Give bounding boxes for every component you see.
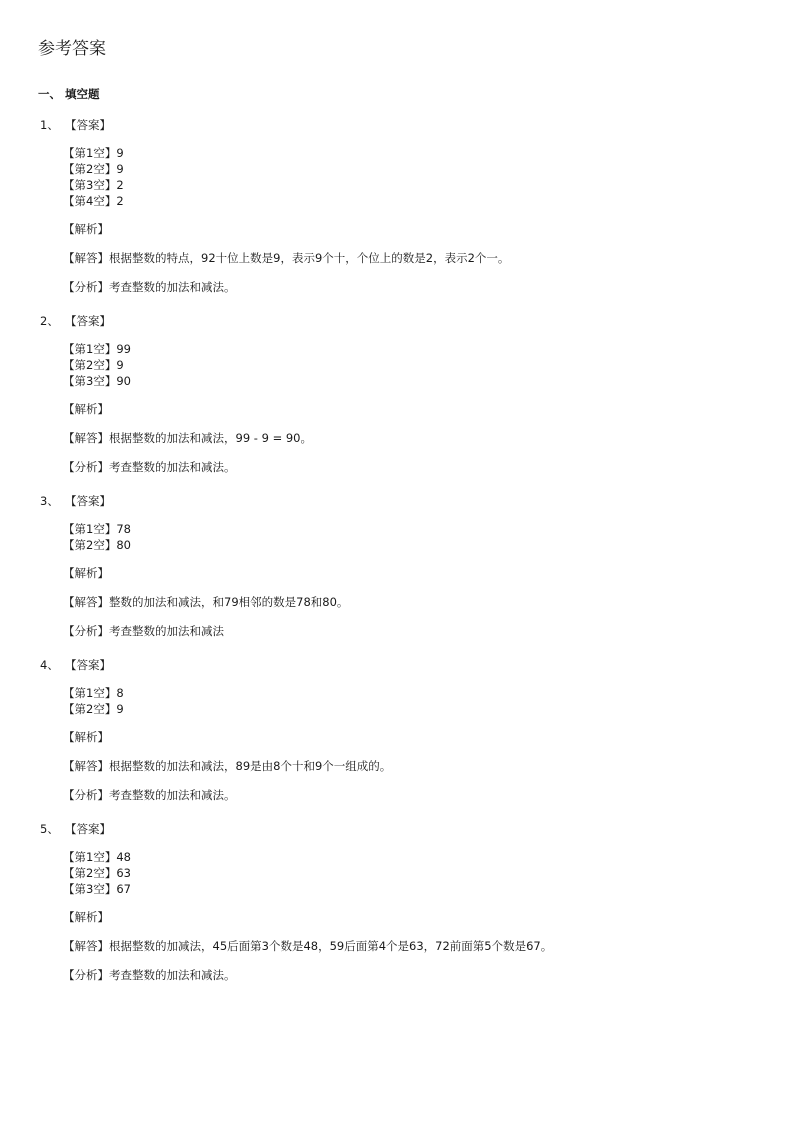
question-header	[40, 117, 111, 133]
solution-text: 【解答】根据整数的加法和减法，89是由8个十和9个一组成的。	[63, 759, 392, 773]
answer-blanks	[63, 521, 131, 553]
answer-blank: 【第2空】9	[63, 162, 124, 176]
analysis-label: 【解析】	[63, 910, 109, 924]
answer-blank: 【第1空】48	[63, 850, 131, 864]
answer-blank: 【第4空】2	[63, 194, 124, 208]
answer-blanks	[63, 145, 124, 209]
answer-blank: 【第1空】8	[63, 686, 124, 700]
question-number: 3、	[40, 494, 59, 508]
answer-blank: 【第3空】67	[63, 882, 131, 896]
solution-text: 【解答】根据整数的特点，92十位上数是9，表示9个十，个位上的数是2，表示2个一。	[63, 251, 510, 265]
analysis-label: 【解析】	[63, 730, 109, 744]
page-title: 参考答案	[38, 39, 106, 59]
answer-blank: 【第2空】9	[63, 702, 124, 716]
question-number: 4、	[40, 658, 59, 672]
question-number: 5、	[40, 822, 59, 836]
solution-text: 【解答】根据整数的加减法，45后面第3个数是48，59后面第4个是63，72前面第5个数是67。	[63, 939, 553, 953]
question-number: 2、	[40, 314, 59, 328]
answer-blank: 【第3空】2	[63, 178, 124, 192]
section-heading: 一、 填空题	[38, 87, 100, 101]
question-header	[40, 821, 111, 837]
answer-label: 【答案】	[65, 658, 111, 672]
answer-blank: 【第1空】78	[63, 522, 131, 536]
answer-blank: 【第1空】9	[63, 146, 124, 160]
question-number: 1、	[40, 118, 59, 132]
answer-label: 【答案】	[65, 118, 111, 132]
analysis-note: 【分析】考查整数的加法和减法	[63, 624, 224, 638]
answer-blank: 【第2空】9	[63, 358, 124, 372]
answer-blanks	[63, 341, 131, 389]
question-header	[40, 657, 111, 673]
analysis-note: 【分析】考查整数的加法和减法。	[63, 968, 236, 982]
analysis-note: 【分析】考查整数的加法和减法。	[63, 460, 236, 474]
analysis-label: 【解析】	[63, 402, 109, 416]
answer-blank: 【第2空】80	[63, 538, 131, 552]
answer-blanks	[63, 685, 124, 717]
answer-blanks	[63, 849, 131, 897]
analysis-note: 【分析】考查整数的加法和减法。	[63, 280, 236, 294]
answer-blank: 【第2空】63	[63, 866, 131, 880]
analysis-label: 【解析】	[63, 222, 109, 236]
question-header	[40, 313, 111, 329]
answer-blank: 【第1空】99	[63, 342, 131, 356]
analysis-note: 【分析】考查整数的加法和减法。	[63, 788, 236, 802]
answer-label: 【答案】	[65, 314, 111, 328]
answer-label: 【答案】	[65, 822, 111, 836]
solution-text: 【解答】根据整数的加法和减法，99 - 9 = 90。	[63, 431, 312, 445]
analysis-label: 【解析】	[63, 566, 109, 580]
answer-label: 【答案】	[65, 494, 111, 508]
answer-blank: 【第3空】90	[63, 374, 131, 388]
solution-text: 【解答】整数的加法和减法，和79相邻的数是78和80。	[63, 595, 349, 609]
question-header	[40, 493, 111, 509]
